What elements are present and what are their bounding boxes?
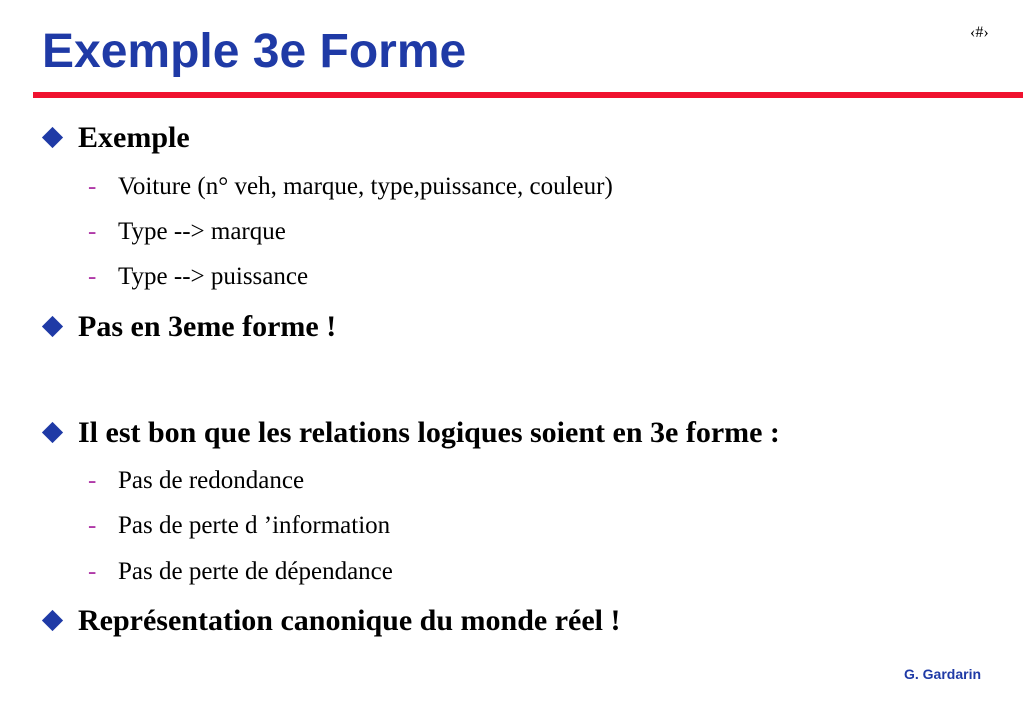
slide-title: Exemple 3e Forme	[42, 25, 467, 78]
sub-bullet-text: Pas de redondance	[118, 467, 305, 494]
bullet-text: Il est bon que les relations logiques soient en 3e forme :	[78, 416, 780, 449]
bullet-text: Exemple	[78, 121, 190, 154]
slide-number: ‹#›	[970, 24, 989, 41]
bullet-text: Pas en 3eme forme !	[78, 310, 337, 343]
dash-bullet-icon: -	[88, 218, 97, 245]
sub-bullet-text: Type --> marque	[118, 218, 286, 245]
dash-bullet-icon: -	[88, 558, 97, 585]
sub-bullet-text: Type --> puissance	[118, 263, 309, 290]
sub-bullet-text: Pas de perte de dépendance	[118, 558, 393, 585]
dash-bullet-icon: -	[88, 263, 97, 290]
dash-bullet-icon: -	[88, 467, 97, 494]
sub-bullet-text: Pas de perte d ’information	[118, 512, 391, 539]
author-footer: G. Gardarin	[904, 666, 982, 682]
sub-bullet-text: Voiture (n° veh, marque, type,puissance, couleur)	[118, 173, 613, 200]
dash-bullet-icon: -	[88, 173, 97, 200]
dash-bullet-icon: -	[88, 512, 97, 539]
bullet-text: Représentation canonique du monde réel !	[78, 604, 621, 637]
